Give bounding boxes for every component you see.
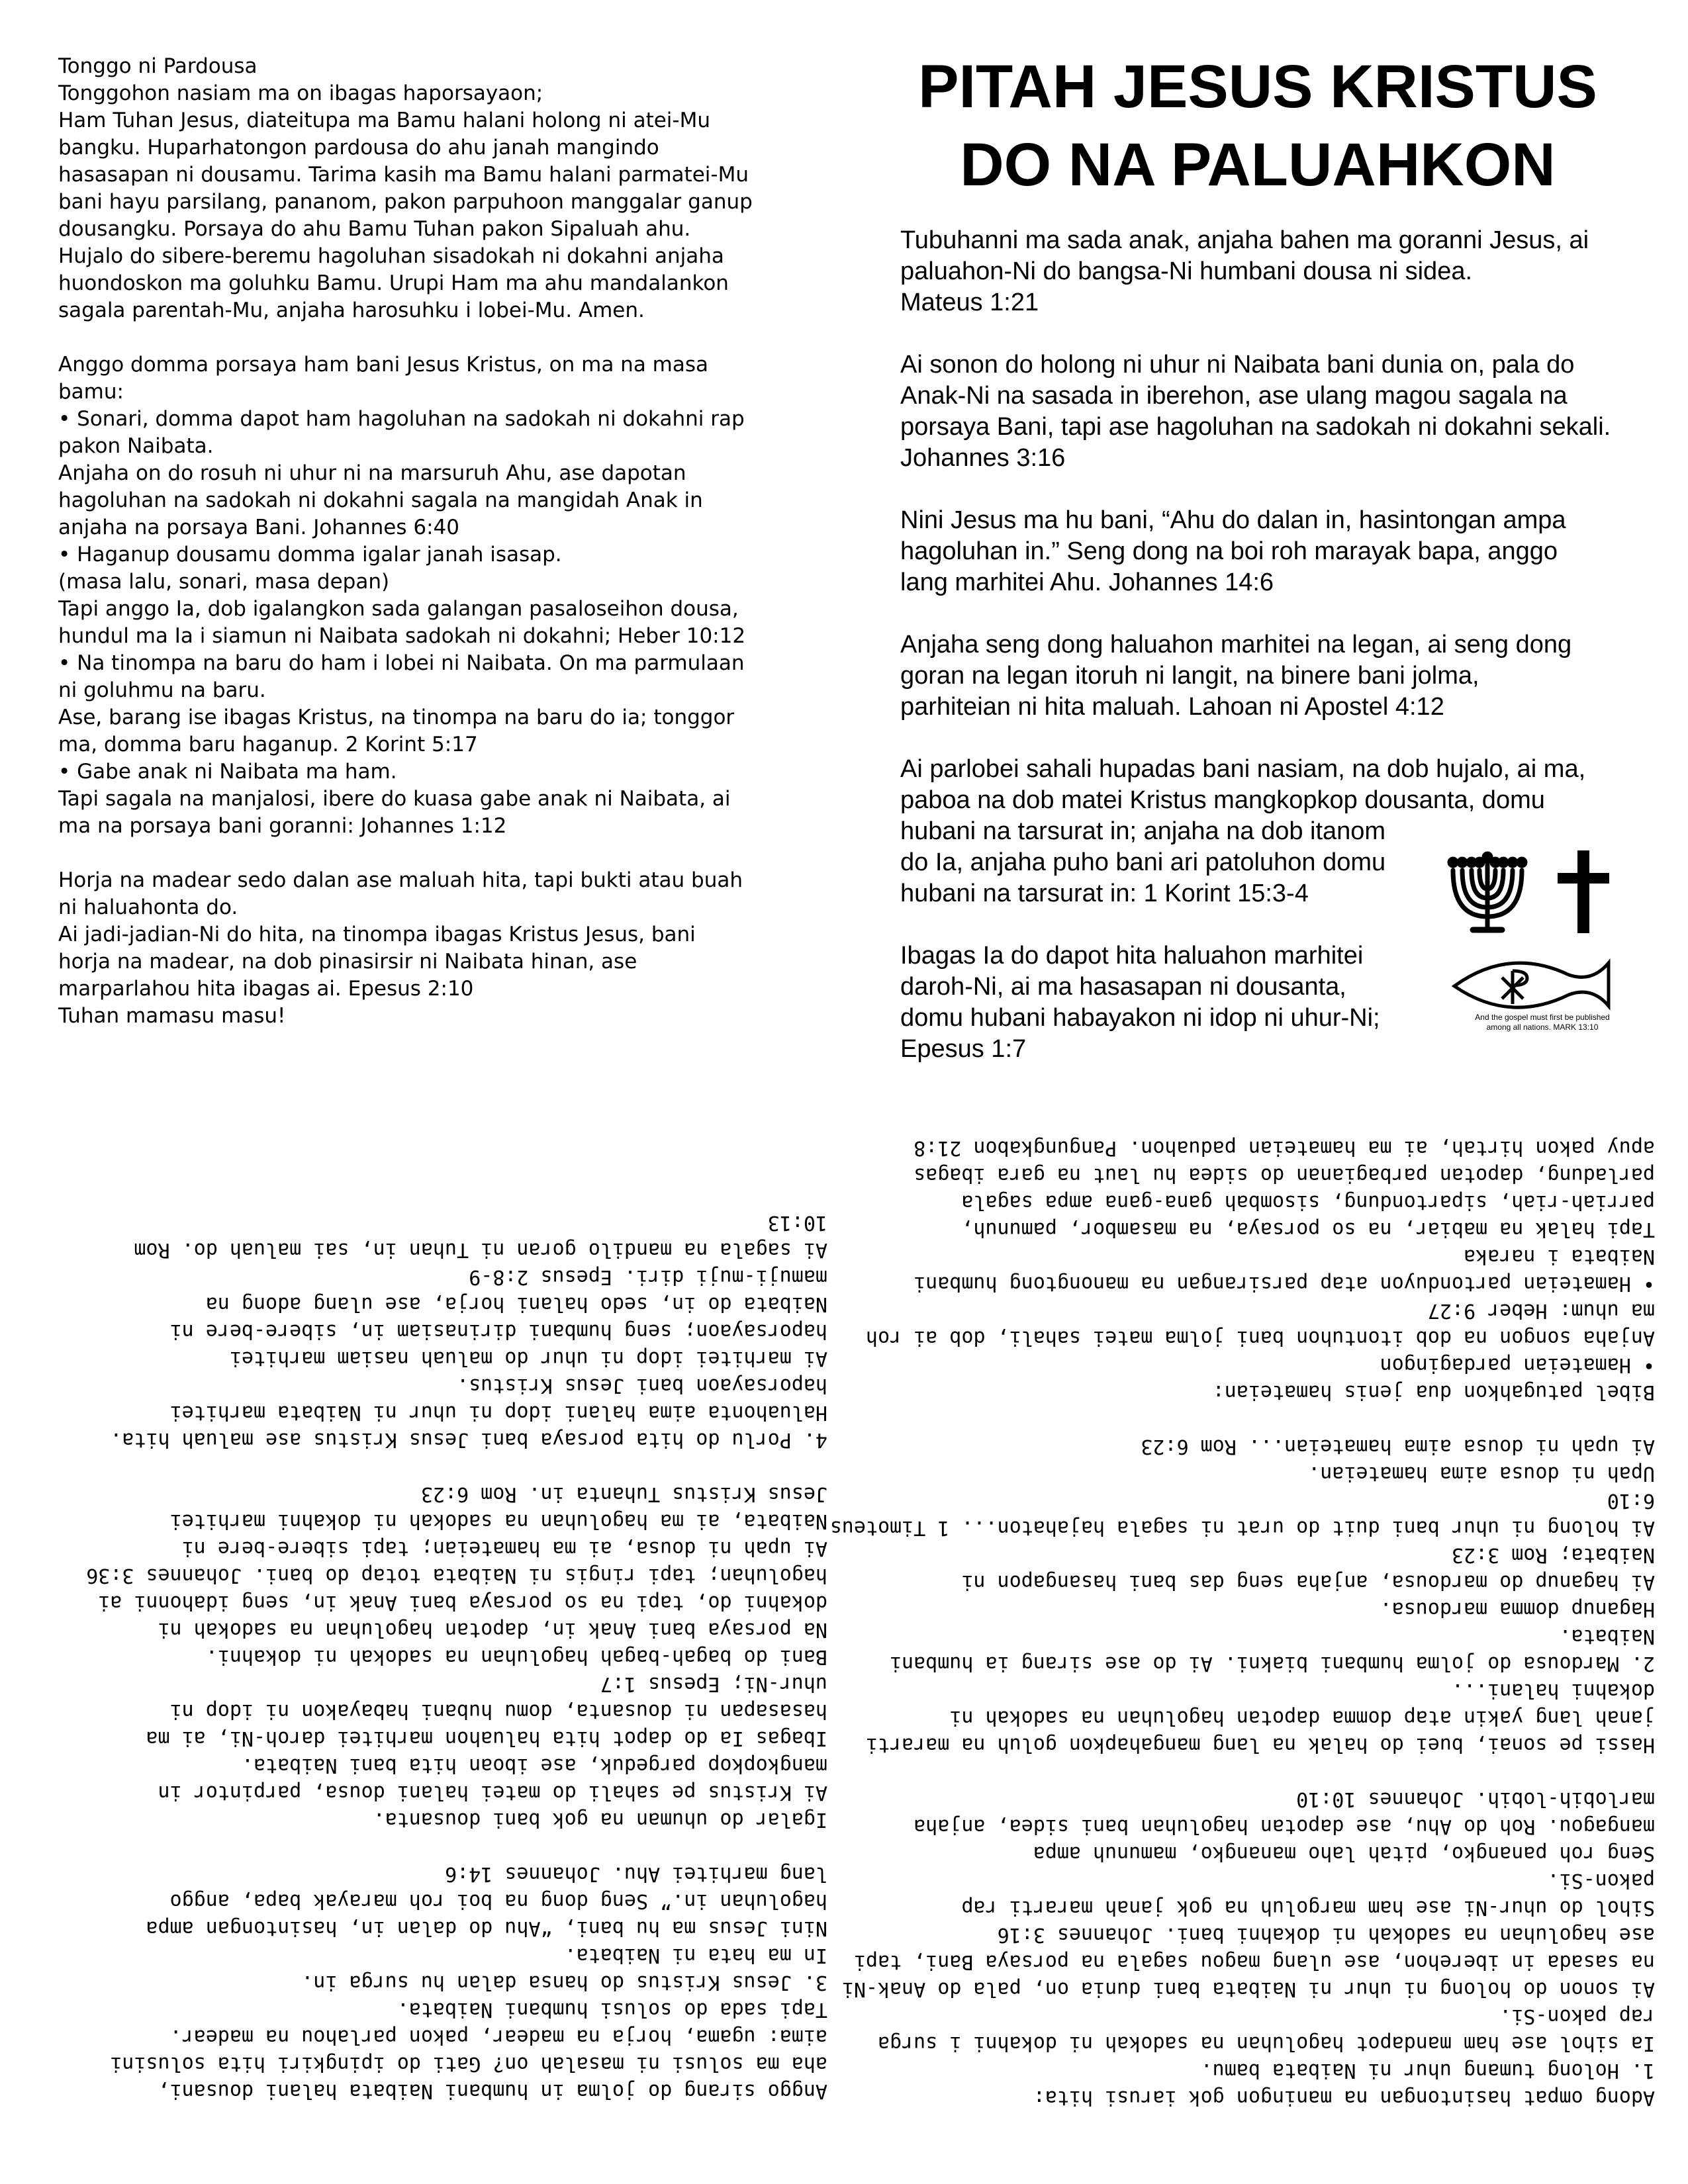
verse-line: paboa na dob matei Kristus mangkopkop dousanta, domu [900, 786, 1545, 814]
text-line: Ai upah ni dousa aima hamateian... Rom 6:23 [1141, 1435, 1655, 1458]
text-line: dokahni halani... [1451, 1679, 1655, 1702]
verse-line: daroh-Ni, ai ma hasasapan ni dousanta, [900, 973, 1346, 1001]
text-line: Naibata. [1559, 1625, 1655, 1648]
text-line: mangagou. Roh do Ahu, ase dapotan hagoluhan bani sidea, anjaha [914, 1815, 1655, 1838]
paragraph-gap [900, 723, 1648, 754]
text-line: Tonggohon nasiam ma on ibagas haporsayaon; [58, 81, 543, 105]
verse-line: Johannes 3:16 [900, 444, 1066, 472]
verse-paragraph [900, 225, 1648, 318]
text-line: • Sonari, domma dapot ham hagoluhan na sadokah ni dokahni rap [58, 407, 745, 431]
ichthys-chi-rho-icon [1454, 963, 1609, 1007]
text-line: Bani do bagah-bagah hagoluhan na sadokah ni dokahni. [205, 1645, 827, 1668]
text-line: Haganup domma mardousa. [1380, 1598, 1655, 1621]
text-line: Tonggo ni Pardousa [58, 54, 258, 78]
text-line: hagoluhan; tapi ringis ni Naibata totap do bani. Johannes 3:36 [86, 1564, 827, 1587]
verse-line: Ai sonon do holong ni uhur ni Naibata bani dunia on, pala do [900, 351, 1575, 379]
verse-line: lang marhitei Ahu. Johannes 14:6 [900, 569, 1274, 596]
text-line: Naibata; Rom 3:23 [1451, 1543, 1655, 1567]
text-line: Tapi halak na mabiar, na so porsaya, na masambor, pamunuh, [961, 1218, 1655, 1241]
verse-line: parhiteian ni hita maluah. Lahoan ni Apostel 4:12 [900, 693, 1444, 721]
text-line: janah lang yakin atap domma dapotan hagoluhan na sadokah ni [949, 1706, 1655, 1729]
text-line: Haluahonta aima halani idop ni uhur ni Naibata marhitei [169, 1401, 827, 1424]
text-line: 2. Mardousa do jolma humbani biakni. Ai do ase sirang ia humbani [890, 1652, 1655, 1675]
verse-paragraph [900, 349, 1648, 474]
text-line: mangkopkop pargeduk, ase iboan hita bani Naibata. [241, 1754, 827, 1777]
text-line: hasasapan ni dousanta, domu hubani habayakon ni idop ni [169, 1700, 827, 1723]
text-line [46, 1833, 827, 1860]
text-line: lang marhitei Ahu. Johannes 14:6 [445, 1862, 827, 1886]
text-line: • Gabe anak ni Naibata ma ham. [58, 760, 397, 784]
text-line: dokahni do, tapi na so porsaya bani Anak in, seng idahonni ai [98, 1591, 827, 1614]
text-line: Ia sihol ase ham mandapot hagoluhan na sadokah ni dokahni i surga [878, 2032, 1655, 2055]
text-line: Horja na madear sedo dalan ase maluah hita, tapi bukti atau buah [58, 868, 743, 892]
verse-paragraph [900, 505, 1648, 598]
verse-paragraph [900, 629, 1648, 723]
text-line: anjaha na porsaya Bani. Johannes 6:40 [58, 516, 459, 539]
text-line: parladung, dapotan parbagianan do sidea hu laut na gara ibagas [914, 1163, 1655, 1187]
text-line: pakon-Si. [1547, 1869, 1655, 1892]
text-line: hagoluhan in.” Seng dong na boi roh marayak bapa, anggo [169, 1889, 827, 1913]
text-line: ma na porsaya bani goranni: Johannes 1:12 [58, 814, 507, 838]
text-line: aima: ugama, horja na madear, pakon parlahou na madear. [169, 2025, 827, 2048]
text-line: huondoskon ma goluhku Bamu. Urupi Ham ma ahu mandalankon [58, 271, 729, 295]
verse-line: Mateus 1:21 [900, 289, 1039, 316]
text-line: ma, domma baru haganup. 2 Korint 5:17 [58, 733, 478, 756]
verse-line: paluahon-Ni do bangsa-Ni humbani dousa ni sidea. [900, 257, 1473, 285]
text-line: • Haganup dousamu domma igalar janah isasap. [58, 543, 562, 567]
verse-line: hubani na tarsurat in; anjaha na dob itanom [900, 817, 1386, 845]
text-line: Ai sonon do holong ni uhur ni Naibata bani dunia on, pala do Anak-Ni [841, 1978, 1655, 2001]
text-line: Hujalo do sibere-beremu hagoluhan sisadokah ni dokahni anjaha [58, 244, 724, 268]
text-line [46, 1453, 827, 1480]
text-line: Ibagas Ia do dapot hita haluahon marhitei daroh-Ni, ai ma [146, 1727, 827, 1750]
text-line [58, 324, 826, 351]
text-line: Ham Tuhan Jesus, diateitupa ma Bamu halani holong ni atei-Mu [58, 109, 710, 132]
text-line: Ai jadi-jadian-Ni do hita, na tinompa ibagas Kristus Jesus, bani [58, 923, 696, 946]
verse-line: hagoluhan in.” Seng dong na boi roh marayak bapa, anggo [900, 537, 1558, 565]
prayer-panel [58, 53, 826, 1030]
text-line: • Na tinompa na baru do ham i lobei ni Naibata. On ma parmulaan [58, 651, 745, 675]
text-line: marlobih-lobih. Johannes 10:10 [1296, 1788, 1655, 1811]
text-line: Ai Kristus pe sahali do matei halani dousa, parpintor in [158, 1781, 827, 1804]
text-line: Adong ompat hasintongan na maningon gok iarusi hita: [1033, 2086, 1655, 2109]
text-line: Naibata, ai ma hagoluhan na sadokah ni dokahni marhitei [169, 1510, 827, 1533]
text-line: ni goluhmu na baru. [58, 678, 266, 702]
text-line: hundul ma Ia i siamun ni Naibata sadokah ni dokahni; Heber 10:12 [58, 624, 746, 648]
text-line: Seng roh panangko, pitah laho manangko, mamunuh ampa [1033, 1842, 1655, 1865]
caption-line-2: among all nations. MARK 13:10 [1486, 1023, 1599, 1032]
text-line: Tapi sada do solusi humbani Naibata. [397, 1998, 827, 2021]
text-line: bamu: [58, 380, 124, 404]
text-line: 10:13 [767, 1211, 827, 1234]
text-line: Anggo domma porsaya ham bani Jesus Kristus, on ma na masa [58, 353, 709, 377]
verse-line: porsaya Bani, tapi ase hagoluhan na sadokah ni dokahni sekali. [900, 413, 1611, 441]
page-title [880, 48, 1635, 204]
bottom-left-panel-inverted [46, 1152, 827, 2105]
text-line: marparlahou hita ibagas ai. Epesus 2:10 [58, 977, 474, 1001]
text-line: Ai haganup do mardousa, anjaha seng das bani hasangapon ni [961, 1570, 1655, 1594]
verse-line: Epesus 1:7 [900, 1035, 1027, 1063]
text-line: Na porsaya bani Anak in, dapotan hagoluhan na sadokah ni [158, 1618, 827, 1641]
text-line: Bibel patugahkon dua jenis hamateian: [1212, 1381, 1655, 1404]
text-line: 1. Holong tumang uhur ni Naibata bamu. [1200, 2059, 1655, 2082]
text-line [900, 1406, 1655, 1433]
paragraph-gap [900, 474, 1648, 505]
text-line [58, 840, 826, 867]
verse-line: do Ia, anjaha puho bani ari patoluhon domu [900, 848, 1386, 876]
text-line: Ai holong ni uhur bani duit do urat ni sagala hajahaton... 1 Timoteus [829, 1516, 1655, 1539]
text-line: parriah-riah, sipartondung, sisombah gana-gana ampa sagala [961, 1191, 1655, 1214]
text-line: 4. Porlu do hita porsaya bani Jesus Kristus ase maluah hita. [110, 1428, 827, 1451]
paragraph-gap [900, 318, 1648, 349]
menorah-icon [1450, 854, 1525, 930]
text-line: Igalar do uhuman na gok bani dousanta. [373, 1808, 827, 1831]
text-line: sagala parentah-Mu, anjaha harosuhku i lobei-Mu. Amen. [58, 298, 645, 322]
verse-line: hubani na tarsurat in: 1 Korint 15:3-4 [900, 880, 1309, 907]
text-line: Ai sagala na mandilo goran ni Tuhan in, sai maluah do. Rom [134, 1238, 827, 1261]
text-line: Tapi sagala na manjalosi, ibere do kuasa gabe anak ni Naibata, ai [58, 787, 731, 811]
symbols-caption [1423, 1013, 1662, 1032]
verse-line: Nini Jesus ma hu bani, “Ahu do dalan in, hasintongan ampa [900, 506, 1566, 534]
text-line: dousangku. Porsaya do ahu Bamu Tuhan pakon Sipaluah ahu. [58, 217, 691, 241]
text-line: 6:10 [1607, 1489, 1655, 1512]
text-line: ase hagoluhan na sadokah ni dokahni bani. Johannes 3:16 [997, 1923, 1655, 1946]
text-line: Upah ni dousa aima hamateian. [1308, 1462, 1655, 1485]
text-line: Anggo sirang do jolma in humbani Naibata halani dousani, [158, 2079, 827, 2103]
verse-line: Ibagas Ia do dapot hita haluahon marhitei [900, 942, 1364, 970]
verse-line: domu hubani habayakon ni idop ni uhur-Ni; [900, 1004, 1380, 1032]
title-line-1: PITAH JESUS KRISTUS [918, 53, 1597, 120]
text-line: • Hamateian partonduyon atap parsirangan na manongtong humbani [914, 1272, 1655, 1295]
text-line: haporsayaon; seng humbani dirinasiam in, sibere-bere ni [169, 1320, 827, 1343]
text-line: Naibata do in, sedo halani horja, ase ulang adong na [205, 1293, 827, 1316]
text-line: Anjaha songon na dob itontuhon bani jolma matei sahali, dob ai roh [865, 1326, 1655, 1349]
bottom-right-panel-inverted [829, 1136, 1655, 2111]
text-line: Tuhan mamasu masu! [58, 1004, 286, 1028]
text-line: Sihol do uhur-Ni ase ham margoluh na gok janah mararti rap [961, 1896, 1655, 1919]
paragraph-gap [900, 598, 1648, 629]
cross-icon [1558, 850, 1609, 933]
text-line: ni haluahonta do. [58, 895, 238, 919]
text-line: mamuji-muji diri. Epesus 2:8-9 [469, 1265, 827, 1289]
text-line: Nini Jesus ma hu bani, “Ahu do dalan in, hasintongan ampa [146, 1917, 827, 1940]
text-line: apuy pakon hirtah, ai ma hamateian paduahon. Pangungkabon 21:8 [914, 1136, 1655, 1160]
text-line: ma uhum: Heber 9:27 [1427, 1299, 1655, 1322]
verse-line: Tubuhanni ma sada anak, anjaha bahen ma goranni Jesus, ai [900, 226, 1589, 254]
verse-line: Anjaha seng dong haluahon marhitei na legan, ai seng dong [900, 631, 1572, 659]
text-line: bani hayu parsilang, pananom, pakon parpuhoon manggalar ganup [58, 190, 753, 214]
text-line: na sasada in iberehon, ase ulang magou sagala na porsaya Bani, tapi [853, 1950, 1655, 1974]
text-line: Hassi pe sonai, buei do halak na lang mangahapkon goluh na mararti [865, 1733, 1655, 1756]
verse-line: Anak-Ni na sasada in iberehon, ase ulang magou sagala na [900, 382, 1568, 410]
text-line: hagoluhan na sadokah ni dokahni sagala na mangidah Anak in [58, 488, 703, 512]
text-line: horja na madear, na dob pinasirsir ni Naibata hinan, ase [58, 950, 637, 974]
text-line: Ai marhitei idop ni uhur do maluah nasiam marhitei [229, 1347, 827, 1370]
text-line: Tapi anggo Ia, dob igalangkon sada galangan pasaloseihon dousa, [58, 597, 739, 621]
title-line-2: DO NA PALUAHKON [960, 131, 1556, 199]
text-line: 3. Jesus Kristus do hansa dalan hu surga in. [301, 1971, 827, 1994]
text-line: Jesus Kristus Tuhanta in. Rom 6:23 [420, 1482, 827, 1506]
text-line: (masa lalu, sonari, masa depan) [58, 570, 390, 594]
text-line: uhur-Ni; Epesus 1:7 [600, 1672, 827, 1696]
text-line [900, 1758, 1655, 1786]
text-line: Anjaha on do rosuh ni uhur ni na marsuruh Ahu, ase dapotan [58, 461, 686, 485]
text-line: haporsayaon bani Jesus Kristus. [457, 1374, 827, 1397]
text-line: pakon Naibata. [58, 434, 214, 458]
text-line: In ma hata ni Naibata. [564, 1944, 827, 1967]
text-line: rap pakon-Si. [1499, 2005, 1655, 2028]
text-line: Naibata i naraka [1464, 1245, 1655, 1268]
text-line: Ase, barang ise ibagas Kristus, na tinompa na baru do ia; tonggor [58, 705, 735, 729]
text-line: • Hamateian pardagingon [1380, 1353, 1655, 1377]
text-line: Ai upah ni dousa, ai ma hamateian; tapi sibere-bere ni [181, 1537, 827, 1560]
caption-line-1: And the gospel must first be published [1475, 1013, 1610, 1022]
text-line: bangku. Huparhatongon pardousa do ahu janah mangindo [58, 136, 659, 159]
text-line: aha ma solusi ni masalah on? Gati do ipingkiri hita solusini [110, 2052, 827, 2075]
text-line: hasasapan ni dousamu. Tarima kasih ma Bamu halani parmatei-Mu [58, 163, 749, 187]
verse-line: goran na legan itoruh ni langit, na binere bani jolma, [900, 662, 1479, 690]
verse-line: Ai parlobei sahali hupadas bani nasiam, na dob hujalo, ai ma, [900, 755, 1586, 783]
